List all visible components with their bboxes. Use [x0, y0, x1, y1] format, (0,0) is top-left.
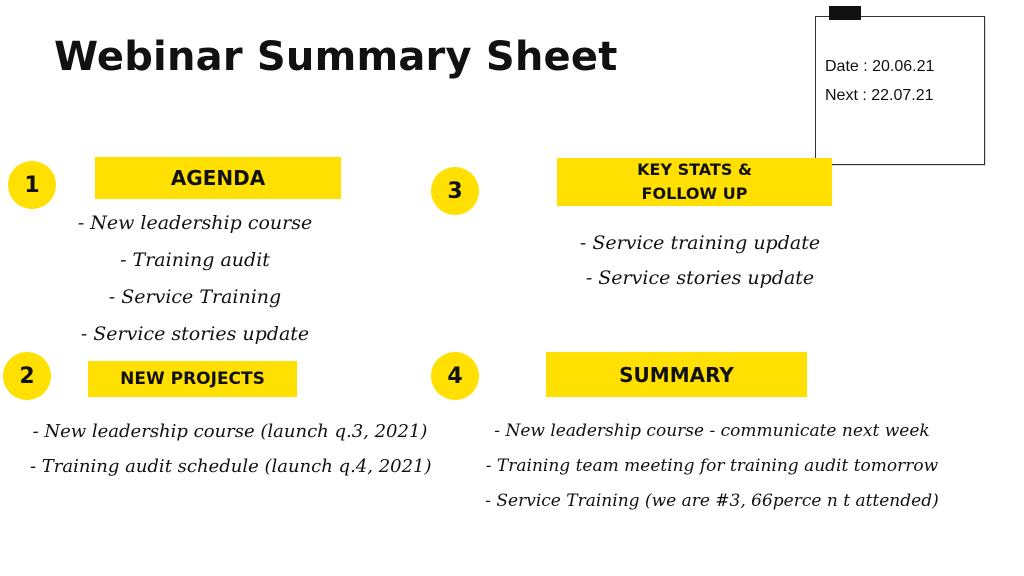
list-item: - New leadership course - communicate next week [494, 421, 930, 441]
list-item: - Training audit [120, 249, 270, 271]
summary-list [480, 414, 944, 519]
list-item: - New leadership course (launch q.3, 2021) [32, 421, 428, 442]
sticky-note [815, 16, 985, 165]
list-item: - Service training update [579, 232, 821, 254]
key-stats-heading: KEY STATS & FOLLOW UP [557, 158, 832, 206]
list-item: - Training team meeting for training audit tomorrow [485, 456, 939, 476]
page-title: Webinar Summary Sheet [54, 34, 618, 80]
note-next: Next : 22.07.21 [825, 87, 934, 104]
section-number-4: 4 [431, 352, 479, 400]
list-item: - Service Training [108, 286, 282, 308]
section-number-1: 1 [8, 161, 56, 209]
agenda-heading: AGENDA [95, 157, 341, 199]
tape-decoration [829, 6, 861, 20]
section-number-2: 2 [3, 352, 51, 400]
section-number-3: 3 [431, 167, 479, 215]
note-date: Date : 20.06.21 [825, 58, 935, 75]
new-projects-list [30, 414, 430, 484]
summary-heading: SUMMARY [546, 352, 807, 397]
list-item: - Service Training (we are #3, 66perce n t attended) [485, 491, 939, 511]
list-item: - Service stories update [80, 323, 310, 345]
agenda-list [60, 205, 330, 353]
list-item: - Training audit schedule (launch q.4, 2021) [30, 456, 432, 477]
new-projects-heading: NEW PROJECTS [88, 361, 297, 397]
key-stats-list [555, 226, 845, 296]
list-item: - Service stories update [585, 267, 815, 289]
list-item: - New leadership course [77, 212, 313, 234]
